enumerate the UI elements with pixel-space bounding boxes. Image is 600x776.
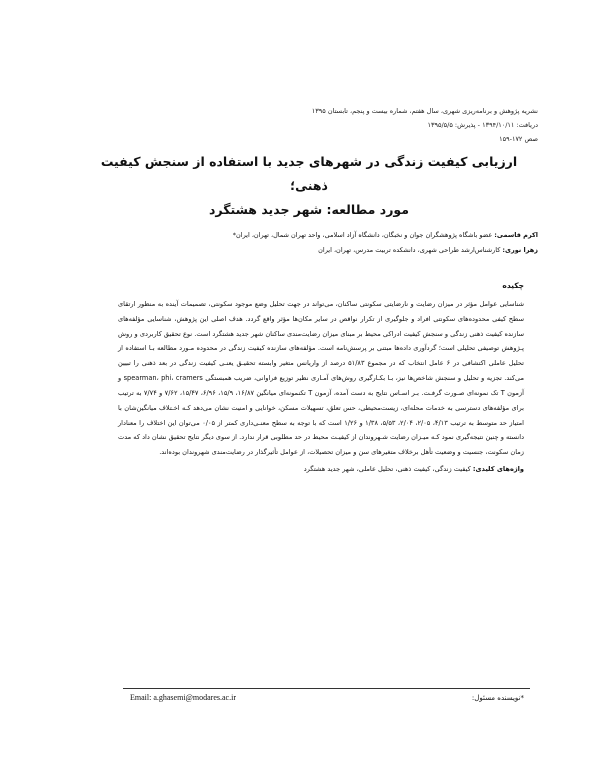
abstract-heading: چکیده bbox=[502, 281, 524, 290]
title-line-2: مورد مطالعه: شهر جدید هشتگرد bbox=[209, 202, 409, 217]
corresponding-author-label: *نویسنده مسئول: bbox=[471, 694, 524, 702]
keywords bbox=[118, 462, 524, 477]
author-entry bbox=[118, 228, 538, 243]
author-name: زهرا نوری: bbox=[502, 246, 538, 254]
paper-title bbox=[80, 150, 538, 222]
author-entry bbox=[118, 243, 538, 258]
corresponding-email[interactable]: Email: a.ghasemi@modares.ac.ir bbox=[130, 693, 236, 702]
title-line-1: ارزیابی کیفیت زندگی در شهرهای جدید با استفاده از سنجش کیفیت ذهنی؛ bbox=[100, 154, 518, 193]
abstract-body: شناسایی عوامل مؤثر در میزان رضایت و نارضایتی سکونتی ساکنان، می‌تواند در جهت تحلیل وضع موجود سکونتی، تصمیمات آینده به منظور ارتقای سطح کیفی محدوده‌های سکونتی افراد و جلوگیری از تکرار نواقص در سایر مکان‌ها مؤثر واقع گردد. هدف اصلی این پژوهش، شناسایی مؤلفه‌های سازنده کیفیت ذهنی زندگی و سنجش کیفیت ادراکی محیط بر مبنای میزان رضایت‌مندی ساکنان شهر جدید هشتگرد است. نوع تحقیق کاربردی و روش پـژوهش توصیفی تحلیلی است؛ گردآوری داده‌ها مبتنی بر پرسش‌نامه است. مؤلفه‌های سازنده کیفیت زندگی در محدوده مـورد مطالعه بـا استفاده از تحلیل عاملی اکتشافی در ۶ عامل انتخاب که در مجموع ۵۱/۸۳ درصد از واریانس متغیر وابسته تحقیـق یعنـی کیفیت زندگی در بعد ذهنی را تبیین می‌کند. تجزیه و تحلیل و سنجش شاخص‌ها نیز، بـا بکـارگیری روش‌های آمـاری نظیر توزیع فراوانی، ضریب همبستگی spearman، phi، cramers و آزمون T تک نمونه‌ای صـورت گرفـت. بـر اسـاس نتایج به دست آمده، آزمون T تکنمونه‌ای میانگین ۱۶/۸۷، ۱۵/۹، ۶/۹۶، ۱۵/۴۷، ۷/۶۲ و ۷/۷۴ به ترتیب برای مؤلفه‌های دسترسی به خدمات محله‌ای، زیست‌محیطی، حس تعلق، تسهیلات مسکن، خوانایی و امنیت نشان می‌دهد کـه اخـتلاف میانگین‌شان با امتیاز حد متوسط به ترتیب ۴/۱۳، ۲/۰۵، ۲/۰۴، ۵/۵۳، ۱/۳۸ و ۱/۲۶ است که با توجه به سطح معنـی‌داری کمتر از ۰/۰۵ می‌توان این اختلاف را معنادار دانسته و چنین نتیجه‌گیری نمود کـه میـزان رضایت شـهروندان از کیفیـت محیط در حد مطلوبی قرار ندارد. از سوی دیگر نتایج تحقیق نشان داد که مدت زمان سکونت، جنسیت و وضعیت تأهل برخلاف متغیرهای سن و میزان تحصیلات، از عوامل تأثیرگذار در رضایت‌مندی شهروندان بوده‌اند. bbox=[118, 299, 525, 457]
keywords-label: واژه‌های کلیدی: bbox=[472, 465, 524, 474]
author-affiliation: عضو باشگاه پژوهشگران جوان و نخبگان، دانشگاه آزاد اسلامی، واحد تهران شمال، تهران، ایران* bbox=[232, 231, 493, 239]
journal-metadata bbox=[238, 104, 538, 146]
abstract-section bbox=[118, 279, 524, 477]
journal-issue-line: نشریه پژوهش و برنامه‌ریزی شهری، سال هفتم، شماره بیست و پنجم، تابستان ۱۳۹۵ bbox=[311, 107, 538, 115]
page-range: صص ۱۷۲-۱۵۹ bbox=[499, 135, 538, 143]
author-affiliation: کارشناس‌ارشد طراحی شهری، دانشکده تربیت مدرس، تهران، ایران bbox=[318, 246, 501, 254]
author-list bbox=[118, 228, 538, 258]
author-name: اکرم قاسمی: bbox=[494, 231, 538, 239]
keywords-text: کیفیت زندگی، کیفیت ذهنی، تحلیل عاملی، شهر جدید هشتگرد bbox=[303, 465, 471, 474]
received-accepted-dates: دریافت: ۱۳۹۴/۱۰/۱۱ - پذیرش: ۱۳۹۵/۵/۵ bbox=[427, 121, 538, 129]
footnote-divider bbox=[123, 688, 530, 689]
